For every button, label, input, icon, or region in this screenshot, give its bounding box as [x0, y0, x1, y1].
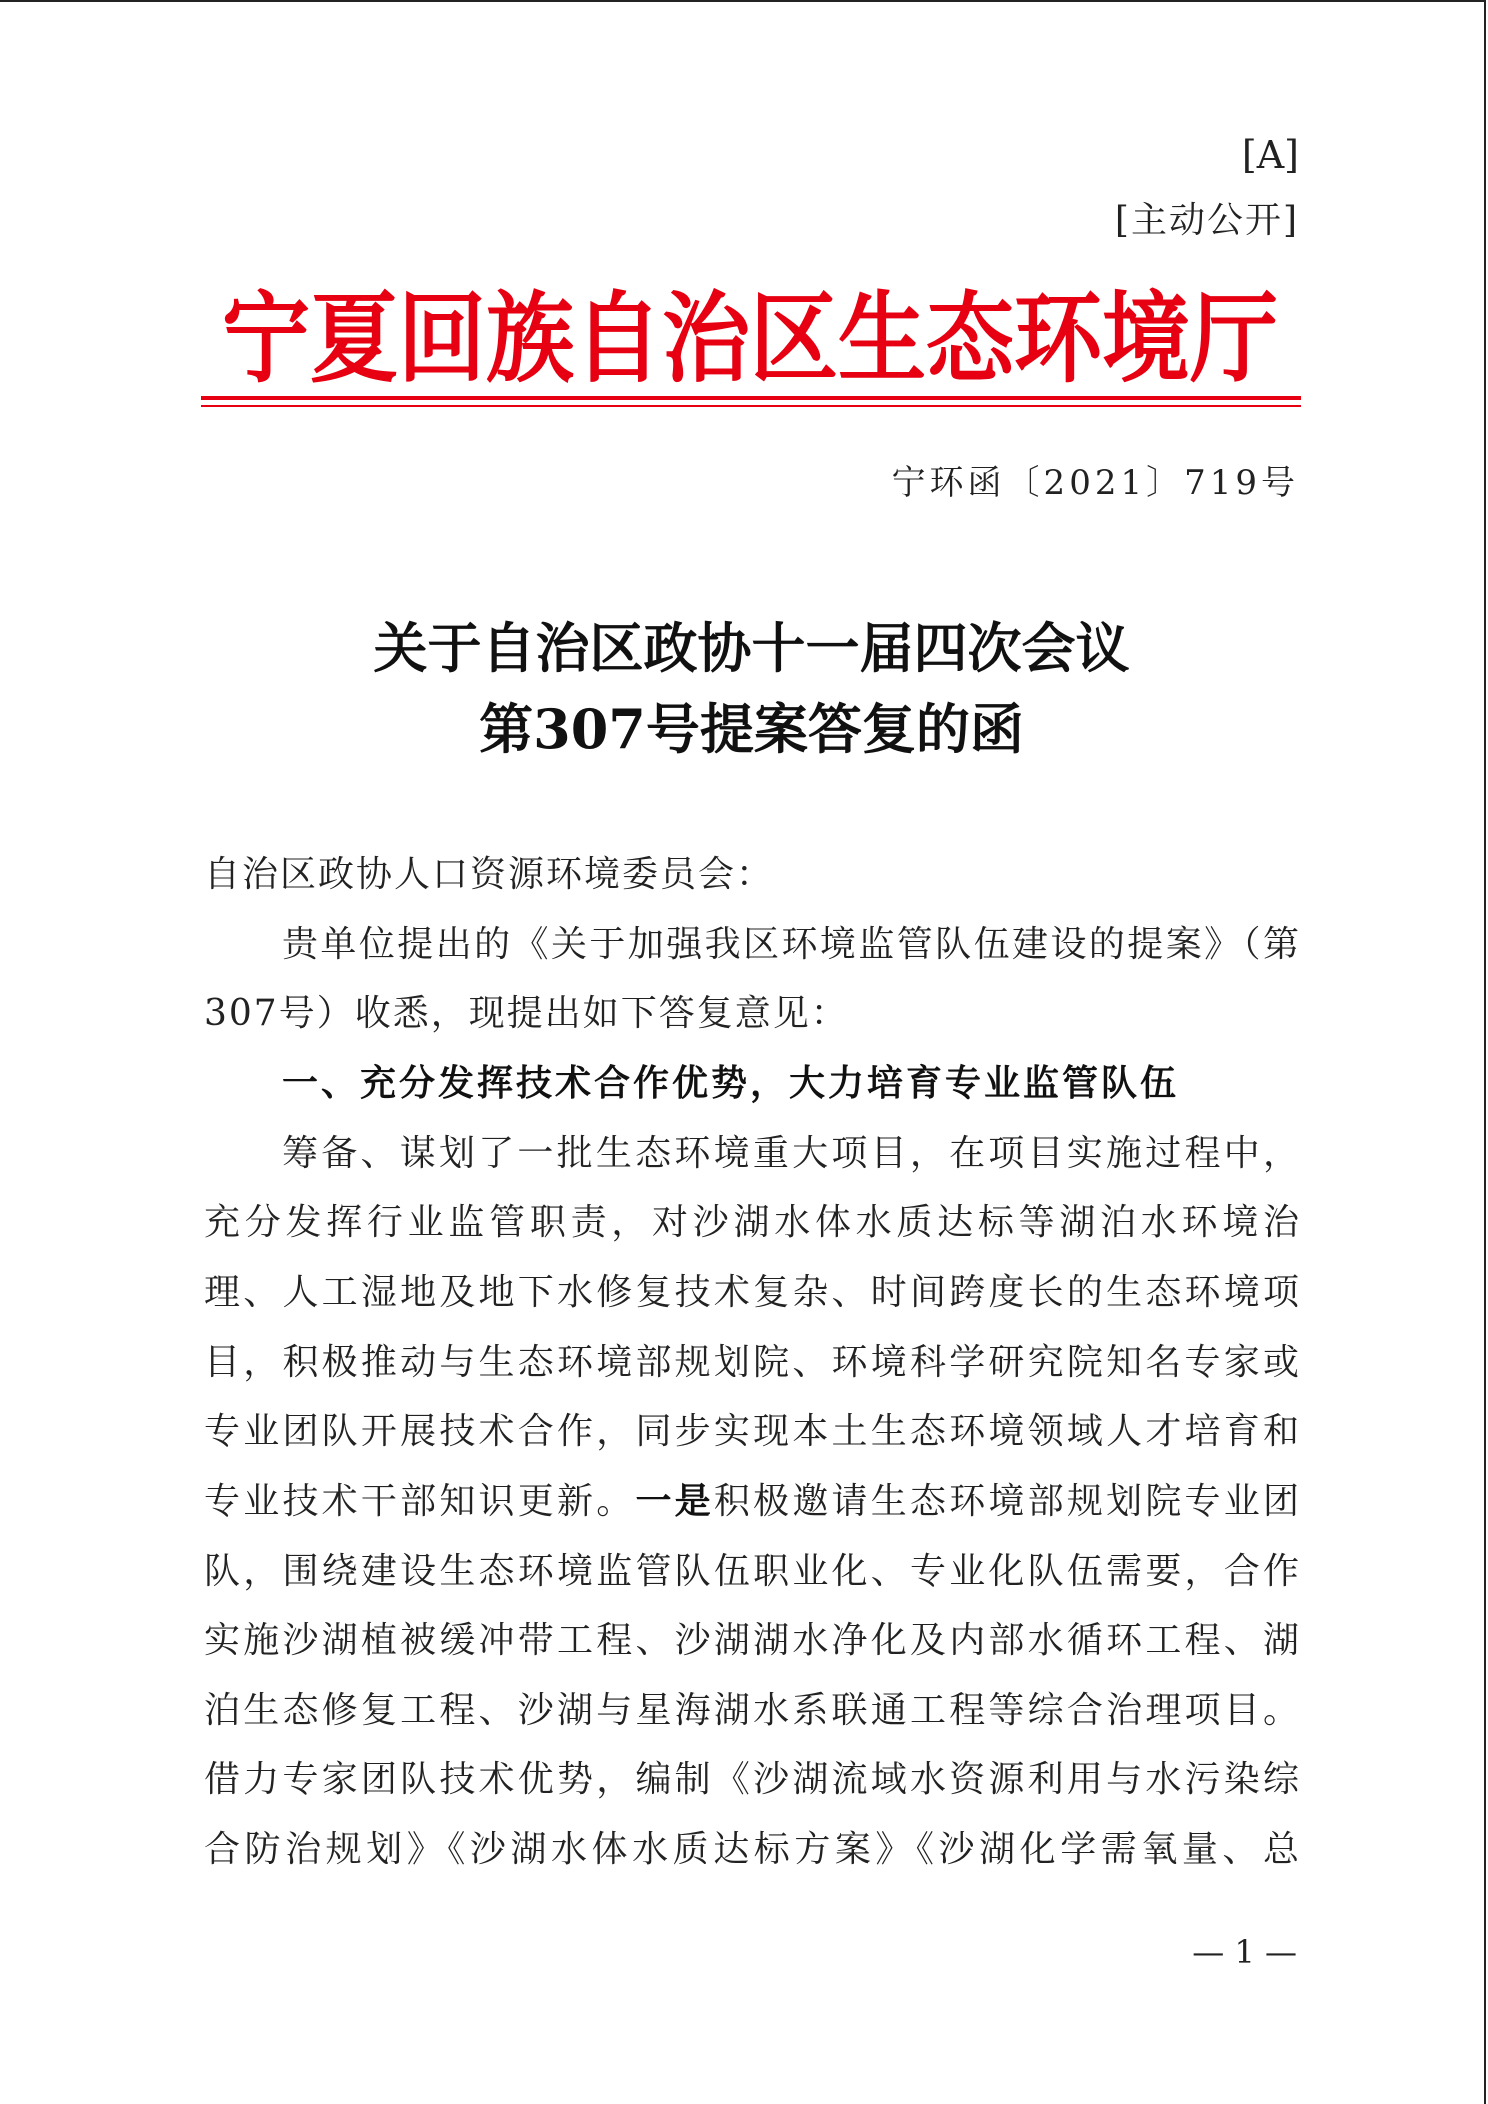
body-line: 贵单位提出的《关于加强我区环境监管队伍建设的提案》（第: [282, 924, 1299, 965]
document-number: 宁环函〔2021〕719号: [891, 463, 1299, 503]
body-line: 307号）收悉，现提出如下答复意见：: [204, 993, 849, 1034]
body-text: 积极邀请生态环境部规划院专业团: [713, 1481, 1299, 1522]
body-text: 专业技术干部知识更新。: [204, 1481, 636, 1522]
addressee: 自治区政协人口资源环境委员会：: [204, 854, 775, 895]
body-line: 理、人工湿地及地下水修复技术复杂、时间跨度长的生态环境项: [204, 1272, 1299, 1313]
body-line: 合防治规划》《沙湖水体水质达标方案》《沙湖化学需氧量、总: [204, 1829, 1299, 1870]
page-number: — 1 —: [1192, 1933, 1297, 1971]
letterhead-rule-thick: [201, 396, 1301, 400]
body-line: 目，积极推动与生态环境部规划院、环境科学研究院知名专家或: [204, 1342, 1299, 1383]
emphasis-text: 一是: [635, 1481, 714, 1522]
document-title-line-1: 关于自治区政协十一届四次会议: [373, 616, 1130, 680]
body-line: 实施沙湖植被缓冲带工程、沙湖湖水净化及内部水循环工程、湖: [204, 1620, 1299, 1661]
body-line: 借力专家团队技术优势，编制《沙湖流域水资源利用与水污染综: [204, 1759, 1299, 1800]
body-line: 队，围绕建设生态环境监管队伍职业化、专业化队伍需要，合作: [204, 1551, 1299, 1592]
scan-border-top: [0, 0, 1484, 2]
disclosure-mark: [主动公开]: [1114, 200, 1299, 241]
letterhead-issuer: 宁夏回族自治区生态环境厅: [221, 279, 1278, 397]
scan-border-right: [1484, 0, 1486, 2104]
letterhead-rule-thin: [201, 405, 1301, 407]
document-title-line-2: 第307号提案答复的函: [479, 697, 1024, 761]
body-line: [204, 1467, 1299, 1537]
classification-mark: [A]: [1241, 134, 1299, 176]
section-heading: 一、充分发挥技术合作优势，大力培育专业监管队伍: [282, 1063, 1180, 1104]
body-line: 筹备、谋划了一批生态环境重大项目，在项目实施过程中，: [282, 1133, 1299, 1174]
body-line: 充分发挥行业监管职责，对沙湖水体水质达标等湖泊水环境治: [204, 1202, 1299, 1243]
body-line: 泊生态修复工程、沙湖与星海湖水系联通工程等综合治理项目。: [204, 1690, 1299, 1731]
body-line: 专业团队开展技术合作，同步实现本土生态环境领域人才培育和: [204, 1411, 1299, 1452]
